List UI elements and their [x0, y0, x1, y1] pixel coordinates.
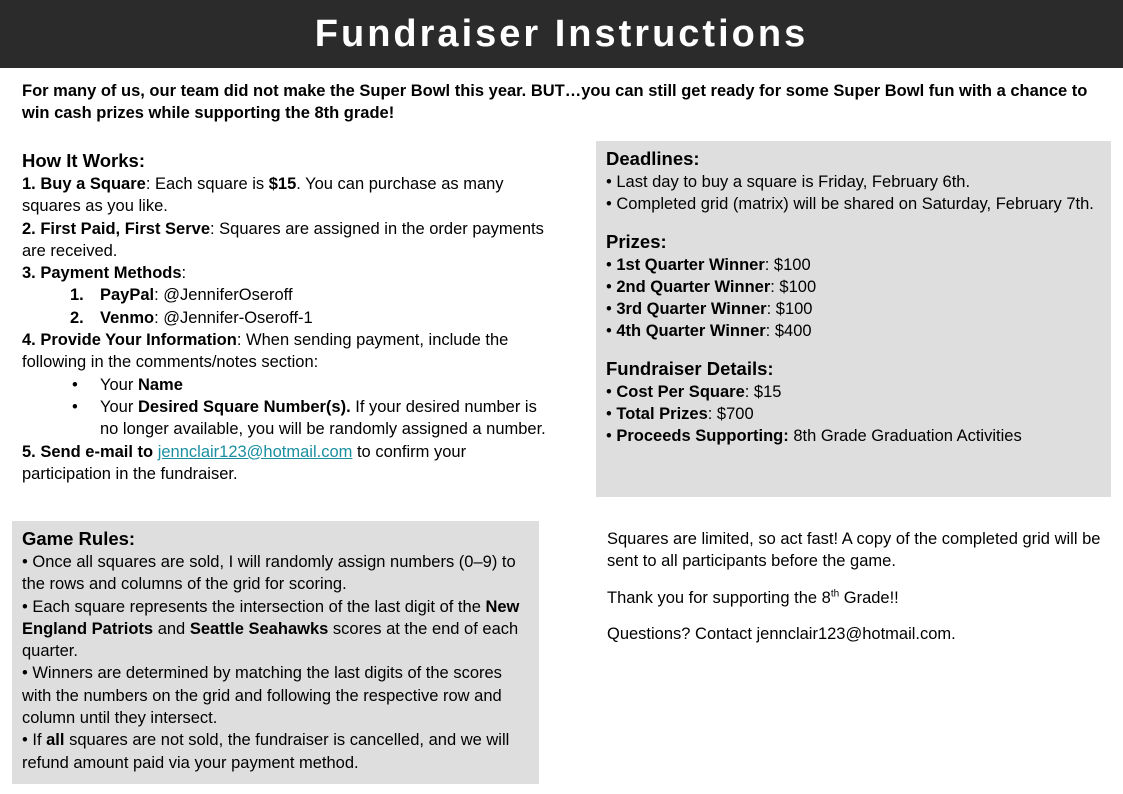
- detail-item: • Proceeds Supporting: 8th Grade Graduation Activities: [606, 427, 1022, 446]
- game-rules-panel: [12, 521, 539, 784]
- limited-notice: Squares are limited, so act fast! A copy of the completed grid will be sent to all participants before the game.: [607, 530, 1101, 571]
- deadline-item: • Last day to buy a square is Friday, February 6th.: [606, 173, 971, 191]
- deadline-item: • Completed grid (matrix) will be shared on Saturday, February 7th.: [606, 195, 1094, 214]
- rule-item: • If all squares are not sold, the fundraiser is cancelled, and we will refund amount paid via your payment method.: [22, 731, 510, 772]
- step-provide-info: 4. Provide Your Information: When sending payment, include the following in the comments/notes section:: [22, 331, 509, 372]
- deadlines-heading: Deadlines:: [606, 148, 700, 169]
- info-item-name: • Your Name: [22, 374, 552, 396]
- detail-item: • Cost Per Square: $15: [606, 382, 782, 401]
- step-send-email: 5. Send e-mail to jennclair123@hotmail.com to confirm your participation in the fundraiser.: [22, 442, 467, 483]
- closing-section: [607, 528, 1117, 659]
- rule-item: • Each square represents the intersection of the last digit of the New England Patriots and Seattle Seahawks scores at the end of each quarter.: [22, 597, 520, 661]
- page-title: Fundraiser Instructions: [314, 13, 809, 55]
- bullet-icon: •: [72, 397, 78, 416]
- prize-item: • 3rd Quarter Winner: $100: [606, 300, 813, 319]
- step-payment-methods: 3. Payment Methods:: [22, 264, 187, 283]
- rule-item: • Once all squares are sold, I will randomly assign numbers (0–9) to the rows and columns of the grid for scoring.: [22, 553, 516, 594]
- title-banner: [0, 0, 1123, 68]
- questions-contact: Questions? Contact jennclair123@hotmail.com.: [607, 624, 956, 643]
- intro-text: For many of us, our team did not make the Super Bowl this year. BUT…you can still get ready for some Super Bowl fun with a chance to win cash prizes while supporting the 8th grade!: [22, 82, 1088, 122]
- fundraiser-details-heading: Fundraiser Details:: [606, 357, 774, 379]
- thank-you-text: Thank you for supporting the 8th Grade!!: [607, 588, 899, 607]
- how-it-works-section: [22, 149, 552, 485]
- bullet-icon: •: [72, 375, 78, 394]
- payment-method-venmo: 2. Venmo: @Jennifer-Oseroff-1: [70, 308, 313, 327]
- prize-item: • 4th Quarter Winner: $400: [606, 322, 812, 341]
- deadlines-prizes-panel: [596, 141, 1111, 497]
- prize-item: • 2nd Quarter Winner: $100: [606, 277, 817, 296]
- email-link[interactable]: jennclair123@hotmail.com: [157, 442, 353, 461]
- prizes-heading: Prizes:: [606, 230, 667, 252]
- info-item-square-number: • Your Desired Square Number(s). If your desired number is no longer available, you will be randomly assigned a number.: [72, 397, 546, 439]
- step-first-paid: 2. First Paid, First Serve: Squares are assigned in the order payments are received.: [22, 219, 544, 260]
- detail-item: • Total Prizes: $700: [606, 405, 754, 424]
- payment-method-paypal: 1. PayPal: @JenniferOseroff: [70, 286, 293, 305]
- game-rules-heading: Game Rules:: [22, 528, 136, 549]
- how-it-works-heading: How It Works:: [22, 150, 145, 171]
- rule-item: • Winners are determined by matching the last digits of the scores with the numbers on the grid and following the respective row and column until they intersect.: [22, 664, 502, 728]
- prize-item: • 1st Quarter Winner: $100: [606, 255, 811, 274]
- step-buy-square: 1. Buy a Square: Each square is $15. You can purchase as many squares as you like.: [22, 175, 504, 216]
